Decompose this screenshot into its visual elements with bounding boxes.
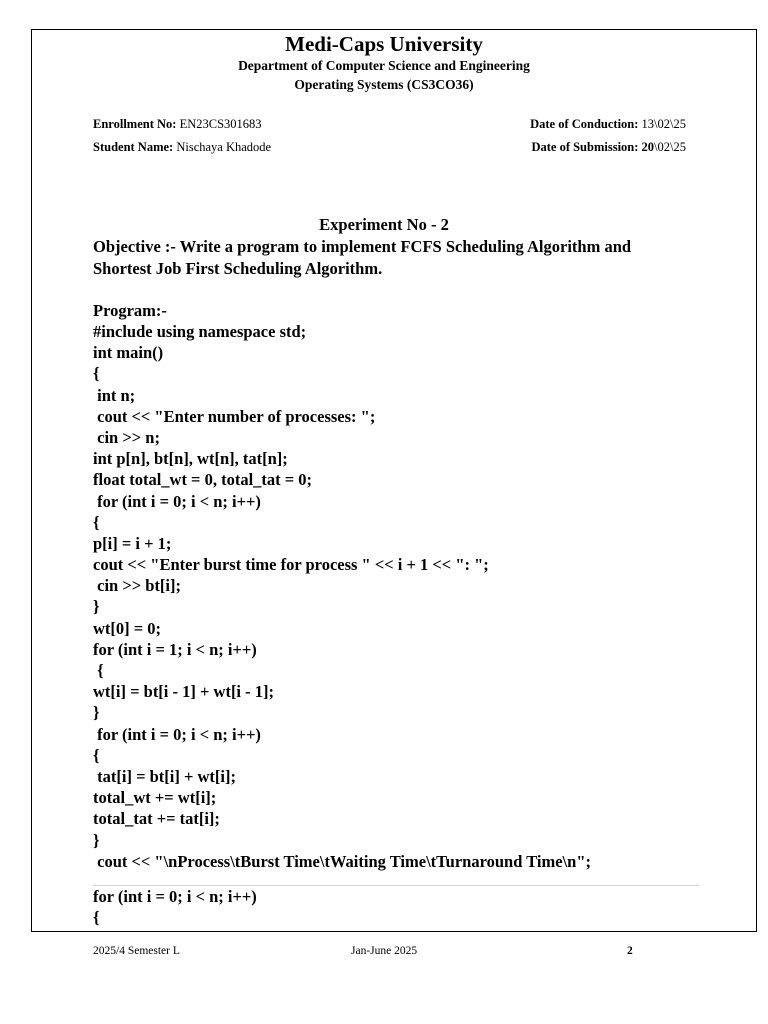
- code-line: {: [93, 364, 100, 384]
- experiment-heading: Experiment No - 2: [319, 215, 449, 234]
- code-line: float total_wt = 0, total_tat = 0;: [93, 470, 313, 490]
- code-line: int main(): [93, 343, 164, 363]
- objective-text: Objective :- Write a program to implement FCFS Scheduling Algorithm and Shortest Job First Scheduling Algorithm.: [93, 237, 632, 278]
- code-line: tat[i] = bt[i] + wt[i];: [93, 766, 236, 786]
- code-line: wt[0] = 0;: [93, 618, 162, 638]
- footer-semester: 2025/4 Semester L: [93, 945, 180, 957]
- department-name: Department of Computer Science and Engineering: [238, 58, 530, 73]
- code-block-continued: [93, 886, 713, 928]
- submission-value-rest: \02\25: [654, 140, 686, 154]
- code-line: total_wt += wt[i];: [93, 788, 217, 808]
- program-label: Program:-: [93, 301, 167, 320]
- code-line: cout << "\nProcess\tBurst Time\tWaiting Time\tTurnaround Time\n";: [93, 851, 591, 871]
- code-block: [93, 321, 713, 872]
- course-name: Operating Systems (CS3CO36): [294, 77, 474, 92]
- university-title: Medi-Caps University: [285, 32, 483, 56]
- code-line: wt[i] = bt[i - 1] + wt[i - 1];: [93, 682, 275, 702]
- submission-label: Date of Submission:: [531, 140, 639, 154]
- code-line: #include using namespace std;: [93, 322, 307, 341]
- code-line: int p[n], bt[n], wt[n], tat[n];: [93, 449, 288, 469]
- code-line: int n;: [93, 385, 136, 405]
- code-line: for (int i = 0; i < n; i++): [93, 491, 261, 511]
- code-line: {: [93, 661, 104, 680]
- footer-page-number: 2: [627, 945, 633, 957]
- student-value: Nischaya Khadode: [176, 140, 272, 154]
- enrollment-value: EN23CS301683: [179, 117, 262, 131]
- conduction-value: 13\02\25: [641, 117, 686, 131]
- submission-value-day: 20: [641, 140, 655, 154]
- code-line: for (int i = 0; i < n; i++): [93, 724, 261, 744]
- enrollment-info: [93, 116, 262, 132]
- code-line: }: [93, 703, 100, 723]
- conduction-info: [530, 116, 686, 132]
- code-line: }: [93, 597, 100, 617]
- student-info: [93, 139, 271, 155]
- code-line: {: [93, 745, 100, 765]
- enrollment-label: Enrollment No:: [93, 117, 177, 131]
- code-line: for (int i = 0; i < n; i++): [93, 887, 257, 906]
- conduction-label: Date of Conduction:: [530, 117, 639, 131]
- student-label: Student Name:: [93, 140, 174, 154]
- code-line: p[i] = i + 1;: [93, 533, 172, 553]
- code-line: {: [93, 908, 100, 928]
- code-line: {: [93, 512, 100, 532]
- code-line: total_tat += tat[i];: [93, 809, 220, 829]
- code-line: cin >> n;: [93, 427, 160, 447]
- submission-info: [531, 139, 686, 155]
- code-line: }: [93, 830, 100, 850]
- footer-session: Jan-June 2025: [351, 945, 418, 957]
- code-line: for (int i = 1; i < n; i++): [93, 639, 257, 659]
- code-line: cin >> bt[i];: [93, 576, 182, 596]
- code-line: cout << "Enter burst time for process " << i + 1 << ": ";: [93, 555, 489, 575]
- code-line: cout << "Enter number of processes: ";: [93, 406, 376, 426]
